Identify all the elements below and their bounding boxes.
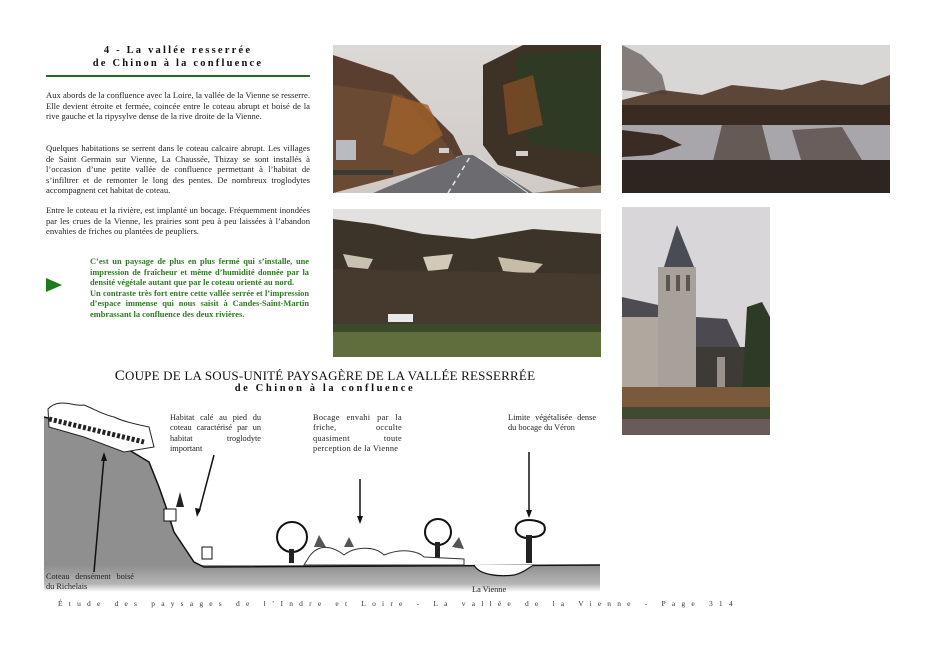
annotation-coteau: Coteau densément boisé du Richelais <box>46 572 134 592</box>
section-subtitle: de Chinon à la confluence <box>234 383 416 394</box>
intro-paragraph: Aux abords de la confluence avec la Loire, la vallée de la Vienne se resserre. Elle devient étroite et fermée, coincée entre le coteau abrupt et boisé de la rive gauche et la ripysylve dense de la rive droite de la Vienne. <box>46 90 310 122</box>
annotation-bocage: Bocage envahi par la friche, occulte quasiment toute perception de la Vienne <box>313 413 402 453</box>
title-divider <box>46 75 310 77</box>
page-title-line2: de Chinon à la confluence <box>92 58 264 69</box>
section-title-initial: C <box>114 368 125 384</box>
photo-road-valley <box>333 45 601 193</box>
habitat-paragraph: Quelques habitations se serrent dans le coteau calcaire abrupt. Les villages de Saint Germain sur Vienne, La Chaussée, Thizay se sont installés à l’occasion d’une petite vallée de confluence permettant à l’habitat de s’infiltrer et de remonter le long des pentes. De nombreux troglodytes accompagnent cet habitat de coteau. <box>46 143 310 196</box>
photo-church <box>622 207 770 435</box>
bocage-paragraph: Entre le coteau et la rivière, est implanté un bocage. Fréquemment inondées par les crues de la Vienne, les prairies sont peu à peu laissées à l’abandon envahies de friches ou plantées de peupliers. <box>46 205 310 237</box>
highlight-text <box>90 257 309 321</box>
page-footer: Étude des paysages de l’Indre et Loire - La vallée de la Vienne - Page 314 <box>58 599 739 608</box>
page-title-line1: 4 - La vallée resserrée <box>103 45 253 56</box>
highlight-line2: Un contraste très fort entre cette vallée serrée et l’impression d’espace immense qui nous saisit à Candes-Saint-Martin embrassant la confluence des deux rivières. <box>90 288 309 319</box>
page-title <box>46 44 310 70</box>
annotation-limite: Limite végétalisée dense du bocage du Véron <box>508 413 596 433</box>
photo-flooded-woodland <box>622 45 890 193</box>
annotation-habitat: Habitat calé au pied du coteau caractérisé par un habitat troglodyte important <box>170 413 261 453</box>
highlight-line1: C’est un paysage de plus en plus fermé qui s’installe, une impression de fraîcheur et même d’humidité donnée par la densité végétale autant que par le coteau orienté au nord. <box>90 257 309 288</box>
annotation-vienne: La Vienne <box>472 585 507 594</box>
section-title-rest: OUPE DE LA SOUS-UNITÉ PAYSAGÈRE DE LA VALLÉE RESSERRÉE <box>124 368 536 383</box>
photo-troglodyte-slope <box>333 209 601 357</box>
green-triangle-arrow-icon <box>46 278 62 292</box>
